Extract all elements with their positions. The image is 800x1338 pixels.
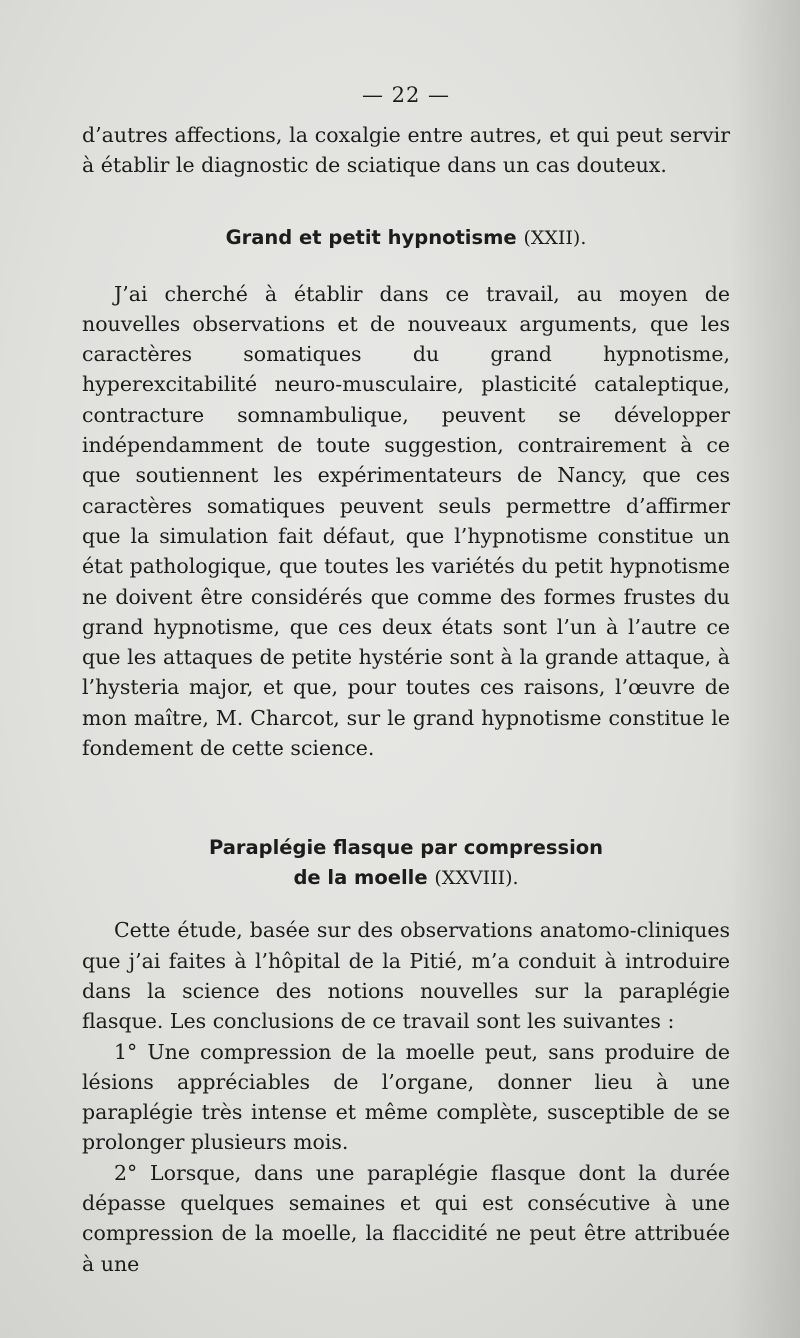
- section-heading-paraplegie: [82, 833, 730, 893]
- intro-paragraph: d’autres affections, la coxalgie entre autres, et qui peut servir à établir le diagnostic de sciatique dans un cas douteux.: [82, 123, 730, 178]
- section-paragraph-paraplegie: Cette étude, basée sur des observations anatomo-cliniques que j’ai faites à l’hôpital de la Pitié, m’a conduit à introduire dans la science des notions nouvelles sur la paraplégie flasque. Les conclusions de ce travail sont les suivantes :: [82, 918, 730, 1034]
- section-reference: (XXVIII).: [434, 867, 519, 890]
- section-heading-hypnotisme: [82, 223, 730, 253]
- page-content: [82, 78, 730, 1279]
- page-edge-shadow: [730, 0, 800, 1338]
- section-paragraph-hypnotisme: J’ai cherché à établir dans ce travail, au moyen de nouvelles observations et de nouveaux arguments, que les caractères somatiques du grand hypnotisme, hyperexcitabilité neuro-musculaire, plasticité cataleptique, contracture somnambulique, peuvent se développer indépendamment de toute suggestion, contrairement à ce que soutiennent les expérimentateurs de Nancy, que ces caractères somatiques peuvent seuls permettre d’affirmer que la simulation fait défaut, que l’hypnotisme constitue un état pathologique, que toutes les variétés du petit hypnotisme ne doivent être considérés que comme des formes frustes du grand hypnotisme, que ces deux états sont l’un à l’autre ce que les attaques de petite hystérie sont à la grande attaque, à l’hysteria major, et que, pour toutes ces raisons, l’œuvre de mon maître, M. Charcot, sur le grand hypnotisme constitue le fondement de cette science.: [82, 281, 730, 761]
- conclusion-item-2: 2° Lorsque, dans une paraplégie flasque dont la durée dépasse quelques semaines et qui est consécutive à une compression de la moelle, la flaccidité ne peut être attribuée à une: [82, 1160, 730, 1276]
- section-reference: (XXII).: [523, 226, 587, 249]
- section-title-line-1: Paraplégie flasque par compression: [208, 836, 604, 860]
- conclusion-item-1: 1° Une compression de la moelle peut, sans produire de lésions appréciables de l’organe, donner lieu à une paraplégie très intense et même complète, susceptible de se prolonger plusieurs mois.: [82, 1039, 730, 1155]
- section-title: Grand et petit hypnotisme: [225, 225, 517, 249]
- page-number: — 22 —: [361, 83, 451, 107]
- section-title-line-2-text: de la moelle: [293, 866, 428, 890]
- section-title-line-2: [82, 863, 730, 893]
